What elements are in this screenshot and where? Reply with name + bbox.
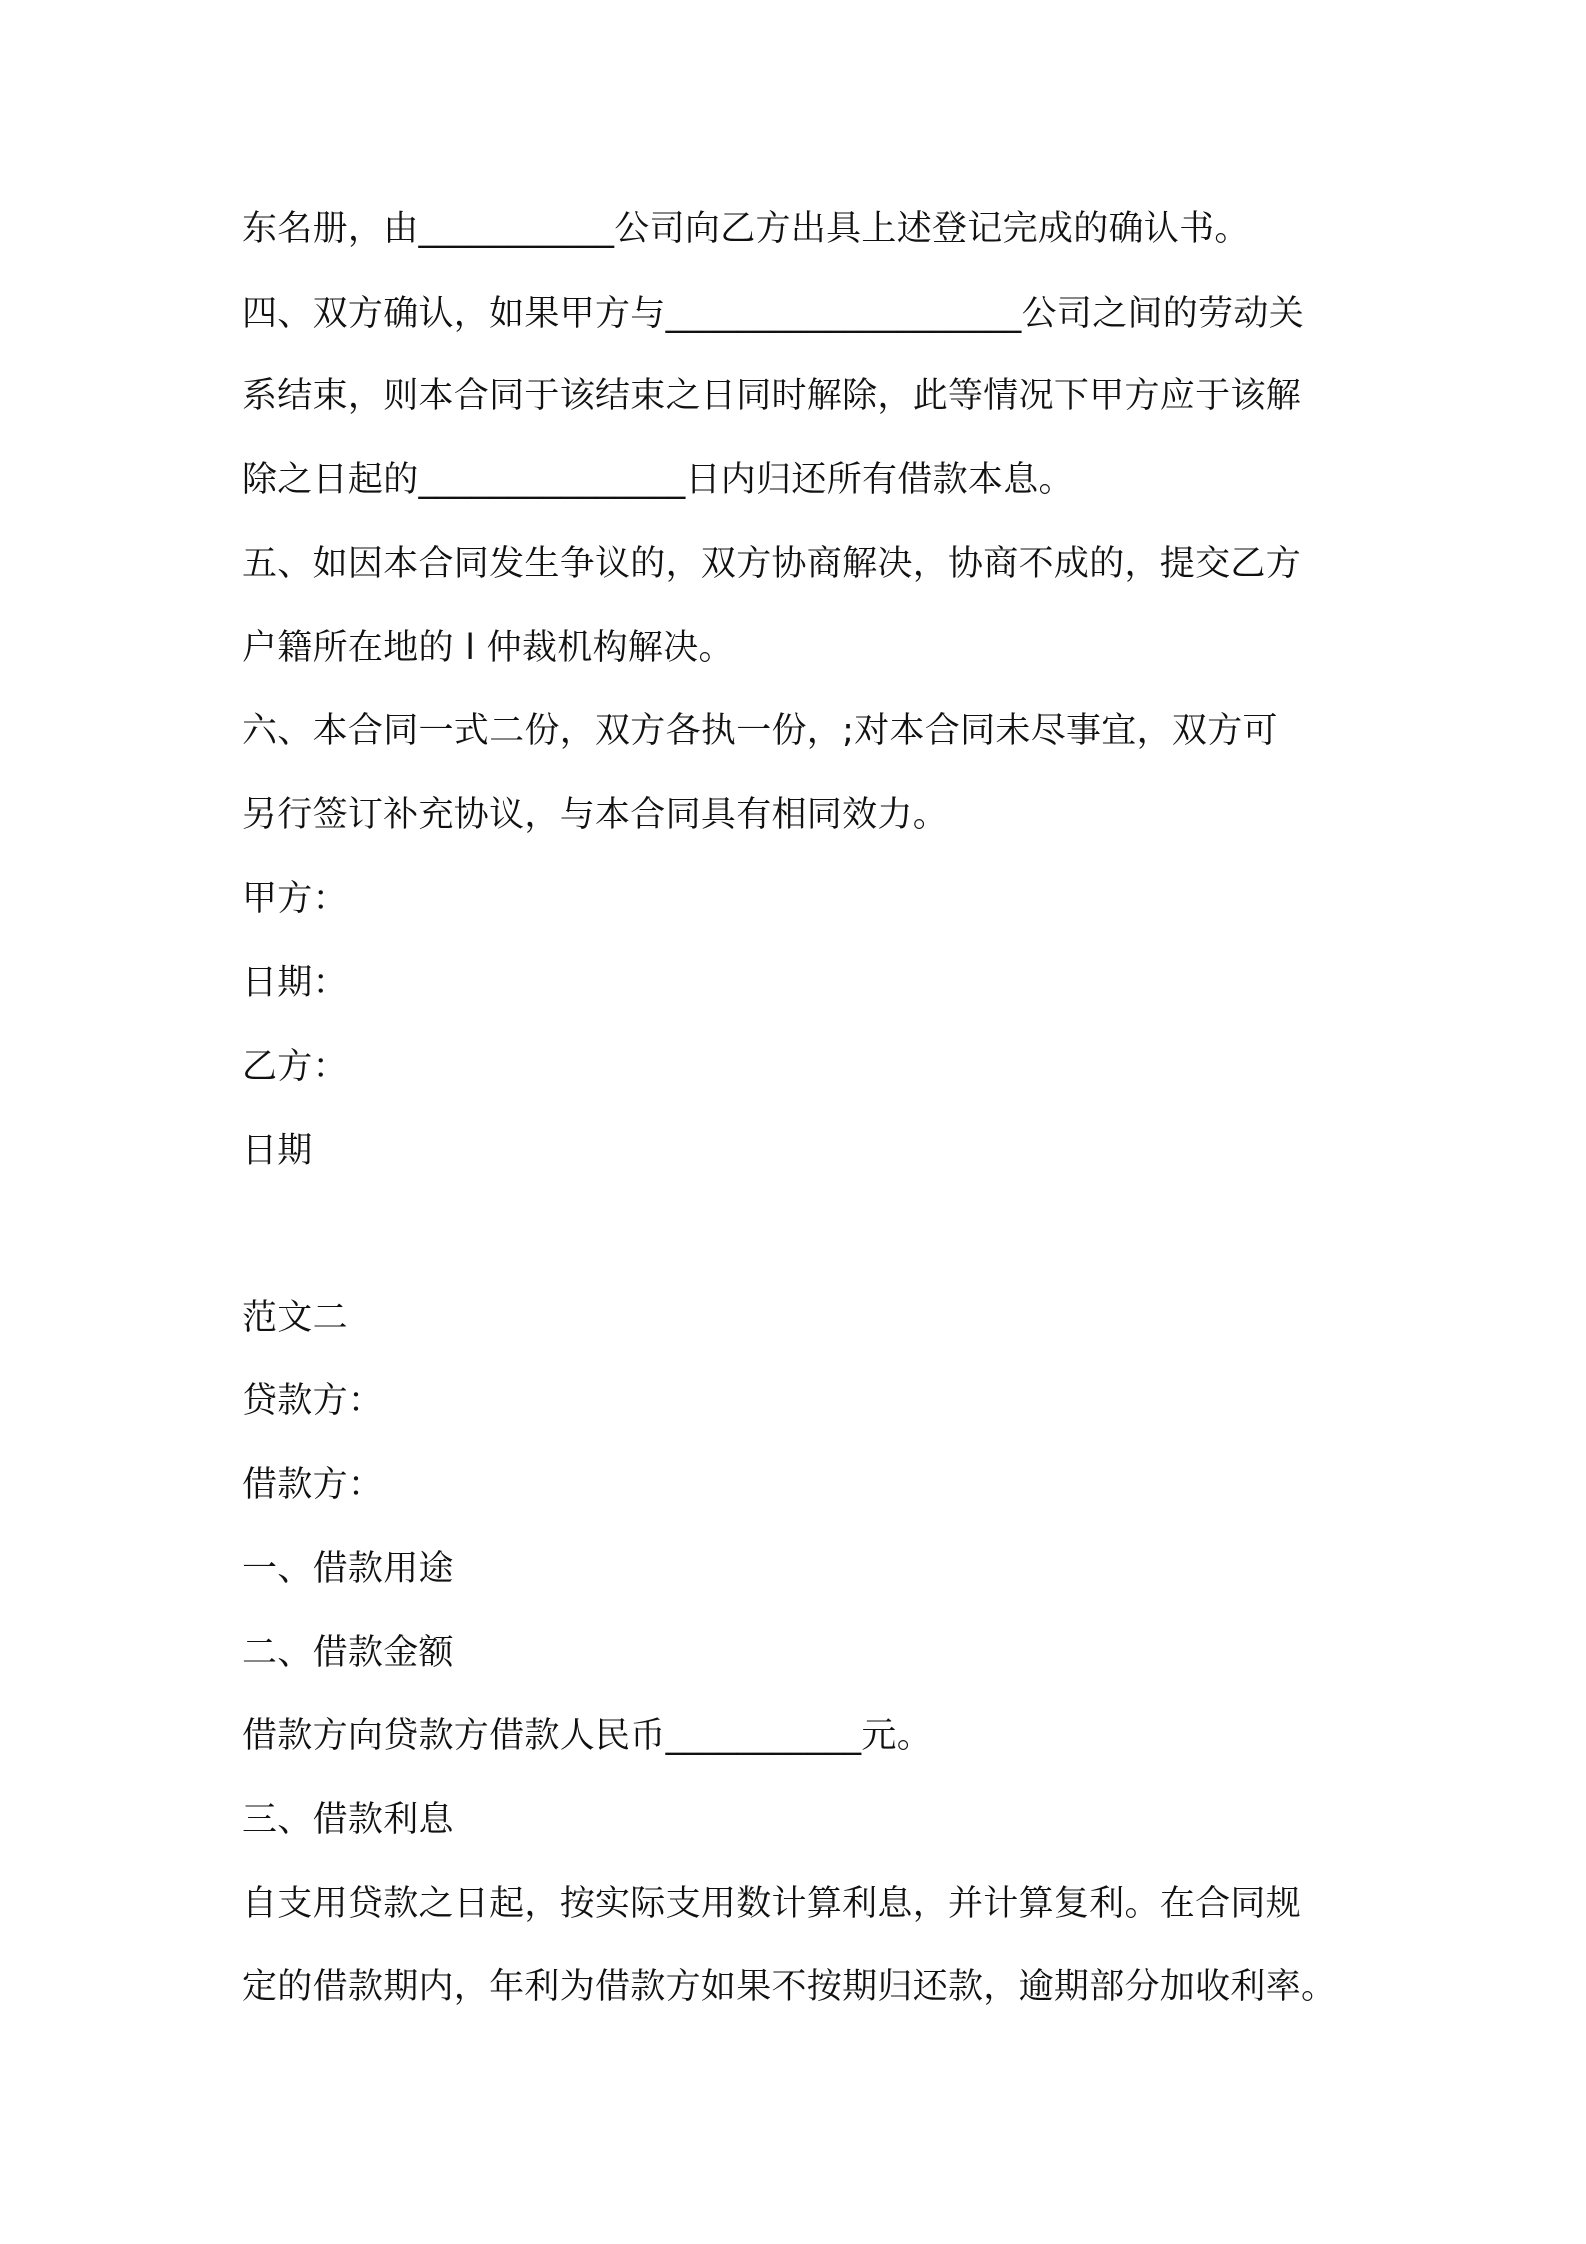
paragraph-line: 借款方向贷款方借款人民币___________元。 — [242, 1716, 933, 1756]
paragraph-line: 五、如因本合同发生争议的，双方协商解决，协商不成的，提交乙方 — [242, 544, 1302, 584]
paragraph-line: 定的借款期内，年利为借款方如果不按期归还款，逾期部分加收利率。 — [242, 1967, 1337, 2007]
paragraph-line: 另行签订补充协议，与本合同具有相同效力。 — [242, 795, 949, 835]
paragraph-line: 除之日起的_______________日内归还所有借款本息。 — [242, 460, 1074, 500]
signature-party-a-label: 甲方： — [242, 879, 348, 919]
paragraph-line: 六、本合同一式二份，双方各执一份，;对本合同未尽事宜，双方可 — [242, 711, 1278, 751]
paragraph-line: 东名册，由___________公司向乙方出具上述登记完成的确认书。 — [242, 209, 1250, 249]
signature-date-label: 日期： — [242, 963, 348, 1003]
clause-heading: 二、借款金额 — [242, 1633, 454, 1673]
clause-heading: 一、借款用途 — [242, 1549, 454, 1589]
paragraph-line: 自支用贷款之日起，按实际支用数计算利息，并计算复利。在合同规 — [242, 1884, 1302, 1924]
paragraph-line: 户籍所在地的 l 仲裁机构解决。 — [242, 628, 734, 668]
signature-date-label: 日期 — [242, 1131, 313, 1171]
paragraph-line: 系结束，则本合同于该结束之日同时解除，此等情况下甲方应于该解 — [242, 376, 1302, 416]
section-title: 范文二 — [242, 1298, 348, 1338]
clause-heading: 三、借款利息 — [242, 1800, 454, 1840]
borrower-label: 借款方： — [242, 1465, 384, 1505]
signature-party-b-label: 乙方： — [242, 1047, 348, 1087]
paragraph-line: 四、双方确认，如果甲方与____________________公司之间的劳动关 — [242, 294, 1305, 334]
lender-label: 贷款方： — [242, 1381, 384, 1421]
